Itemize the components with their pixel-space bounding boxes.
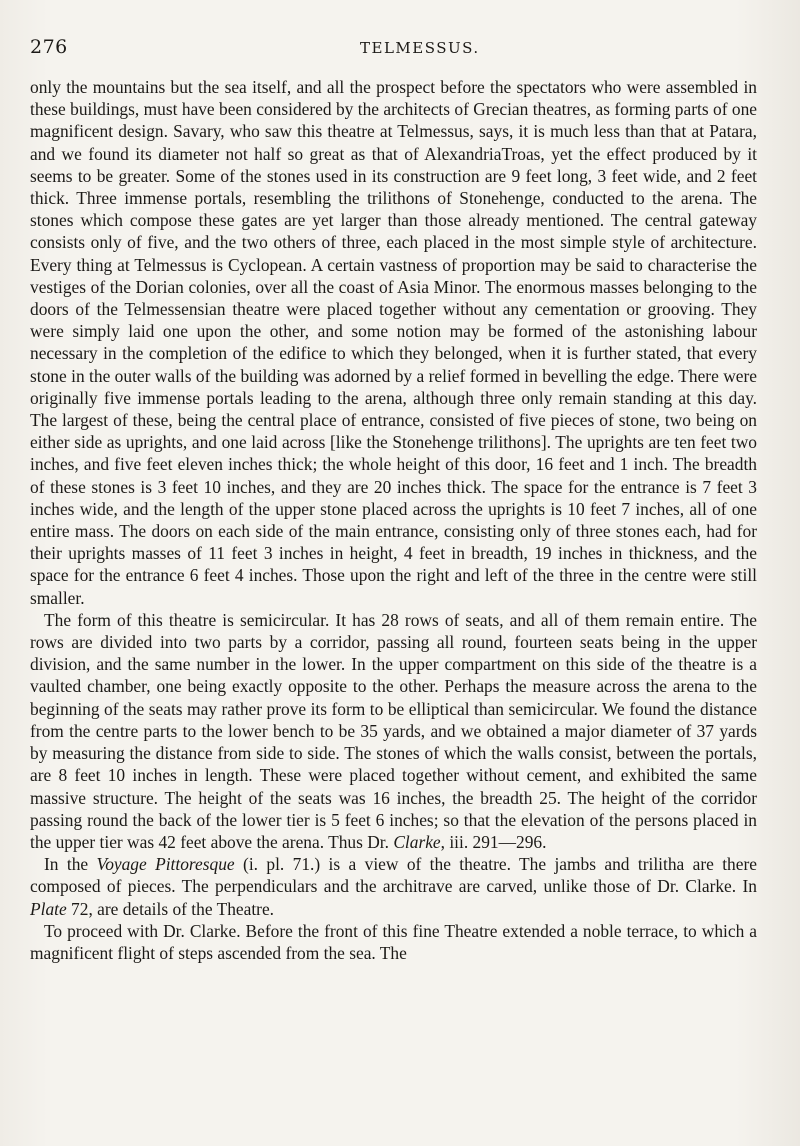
paragraph-1 — [30, 76, 757, 609]
text-run: The form of this theatre is semicircular. It has 28 rows of seats, and all of them remain entire. The rows are divided into two parts by a corridor, passing all round, fourteen seats being in the upper division, and the same number in the lower. In the upper compartment on this side of the theatre is a vaulted chamber, one being exactly opposite to the other. Perhaps the measure across the arena to the beginning of the seats may rather prove its form to be elliptical than semicircular. We found the distance from the centre parts to the lower bench to be 35 yards, and we obtained a major diameter of 37 yards by measuring the distance from side to side. The stones of which the walls consist, between the portals, are 8 feet 10 inches in length. These were placed together without cement, and exhibited the same massive structure. The height of the seats was 16 inches, the breadth 25. The height of the corridor passing round the back of the lower tier is 5 feet 6 inches; so that the elevation of the persons placed in the upper tier was 42 feet above the arena. Thus Dr. — [30, 609, 757, 852]
page-header — [30, 36, 760, 66]
text-run: only the mountains but the sea itself, and all the prospect before the spectators who were assembled in these buildings, must have been considered by the architects of Grecian theatres, as forming parts of one magnificent design. Savary, who saw this theatre at Telmessus, says, it is much less than that at Patara, and we found its diameter not half so great as that of AlexandriaTroas, yet the effect produced by it seems to be greater. Some of the stones used in its construction are 9 feet long, 3 feet wide, and 2 feet thick. Three immense portals, resembling the trilithons of Stonehenge, conducted to the arena. The stones which compose these gates are yet larger than those already mentioned. The central gateway consists only of five, and the two others of three, each placed in the most simple style of architecture. Every thing at Telmessus is Cyclopean. A certain vastness of proportion may be said to characterise the vestiges of the Dorian colonies, over all the coast of Asia Minor. The enormous masses belonging to the doors of the Telmessensian theatre were placed together without any cementation or grooving. They were simply laid one upon the other, and some notion may be formed of the astonishing labour necessary in the completion of the edifice to which they belonged, when it is further stated, that every stone in the outer walls of the building was adorned by a relief formed in bevelling the edge. There were originally five immense portals leading to the arena, although three only remain standing at this day. The largest of these, being the central place of entrance, consisted of five pieces of stone, two being on either side as uprights, and one laid across [like the Stonehenge trilithons]. The uprights are ten feet two inches, and five feet eleven inches thick; the whole height of this door, 16 feet and 1 inch. The breadth of these stones is 3 feet 10 inches, and they are 20 inches thick. The space for the entrance is 7 feet 3 inches wide, and the length of the upper stone placed across the uprights is 10 feet 7 inches, all of one entire mass. The doors on each side of the main entrance, consisting only of three stones each, had for their uprights masses of 11 feet 3 inches in height, 4 feet in breadth, 19 inches in thickness, and the space for the entrance 6 feet 4 inches. Those upon the right and left of the three in the centre were still smaller. — [30, 77, 757, 608]
paragraph-2 — [30, 609, 757, 853]
running-head: TELMESSUS. — [360, 39, 480, 57]
italic-run: Clarke — [393, 831, 441, 852]
text-run: , iii. 291—296. — [440, 831, 547, 852]
italic-run: Plate — [30, 898, 67, 919]
text-run: (i. pl. 71.) is a view of the theatre. The jambs and trilitha are there composed of pieces. The perpendiculars and the architrave are carved, unlike those of Dr. Clarke. In — [30, 854, 757, 897]
italic-run: Voyage Pittoresque — [96, 854, 235, 875]
page-number: 276 — [30, 36, 68, 58]
paragraph-3 — [30, 853, 757, 920]
text-run: In the — [44, 854, 97, 875]
text-run: 72, are details of the Theatre. — [66, 898, 275, 919]
paragraph-4 — [30, 920, 757, 964]
text-run: To proceed with Dr. Clarke. Before the front of this fine Theatre extended a noble terrace, to which a magnificent flight of steps ascended from the sea. The — [30, 920, 757, 963]
body-text — [30, 76, 757, 964]
